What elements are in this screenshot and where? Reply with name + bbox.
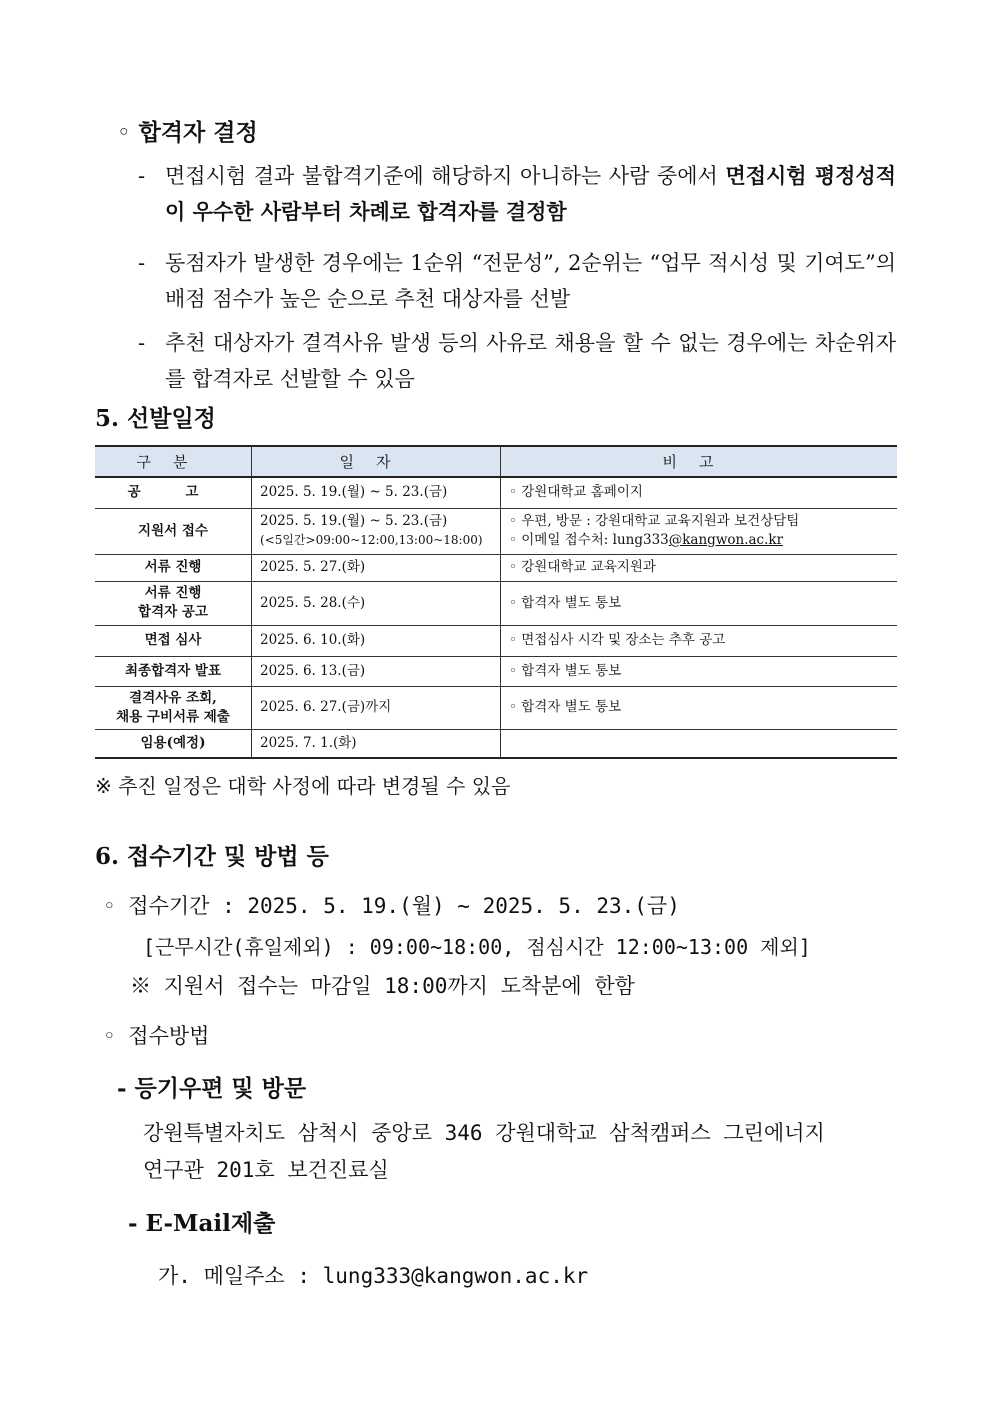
header-note: 비고	[501, 446, 898, 477]
header-date: 일자	[252, 446, 501, 477]
table-row	[95, 554, 897, 581]
row-note: ◦ 우편, 방문 : 강원대학교 교육지원과 보건상담팀	[509, 513, 800, 529]
schedule-table	[95, 445, 897, 759]
result-item-2	[138, 245, 896, 317]
header-category: 구분	[95, 446, 252, 477]
email-heading: - E-Mail제출	[128, 1210, 276, 1237]
table-row	[95, 477, 897, 508]
row-note: ◦ 강원대학교 홈페이지	[501, 477, 898, 508]
mail-heading: - 등기우편 및 방문	[117, 1075, 307, 1102]
row-date: 2025. 7. 1.(화)	[252, 729, 501, 758]
table-row	[95, 729, 897, 758]
result-heading: ◦ 합격자 결정	[117, 119, 258, 146]
table-row	[95, 581, 897, 625]
row-note	[501, 729, 898, 758]
result-item-3-text: 추천 대상자가 결격사유 발생 등의 사유로 채용을 할 수 없는 경우에는 차순위자를 합격자로 선발할 수 있음	[165, 331, 896, 391]
row-date: 2025. 5. 28.(수)	[252, 581, 501, 625]
row-date: 2025. 5. 19.(월) ~ 5. 23.(금)	[252, 477, 501, 508]
reception-title: 6. 접수기간 및 방법 등	[95, 843, 329, 870]
email-link[interactable]: @kangwon.ac.kr	[668, 532, 784, 548]
table-row	[95, 656, 897, 686]
table-row	[95, 508, 897, 554]
address-line-2: 연구관 201호 보건진료실	[143, 1158, 389, 1182]
row-note: ◦ 합격자 별도 통보	[501, 581, 898, 625]
result-item-1	[138, 158, 896, 230]
row-date: 2025. 6. 27.(금)까지	[252, 686, 501, 729]
row-note2-prefix: ◦ 이메일 접수처: lung333	[509, 532, 669, 548]
result-item-1-plain: 면접시험 결과 불합격기준에 해당하지 아니하는 사람 중에서	[165, 164, 726, 188]
row-note: ◦ 강원대학교 교육지원과	[501, 554, 898, 581]
row-category: 면접 심사	[95, 625, 252, 656]
schedule-footnote: ※ 추진 일정은 대학 사정에 따라 변경될 수 있음	[95, 774, 511, 798]
row-category: 결격사유 조회, 채용 구비서류 제출	[95, 686, 252, 729]
reception-hours: [근무시간(휴일제외) : 09:00~18:00, 점심시간 12:00~13:00 제외]	[143, 935, 811, 959]
dash: -	[138, 331, 146, 355]
row-category: 서류 진행 합격자 공고	[95, 581, 252, 625]
row-note: ◦ 합격자 별도 통보	[501, 686, 898, 729]
row-date: 2025. 6. 13.(금)	[252, 656, 501, 686]
row-date-cell	[252, 508, 501, 554]
table-row	[95, 625, 897, 656]
row-category: 임용(예정)	[95, 729, 252, 758]
email-address[interactable]: 가. 메일주소 : lung333@kangwon.ac.kr	[158, 1264, 589, 1288]
reception-deadline-note: ※ 지원서 접수는 마감일 18:00까지 도착분에 한함	[130, 974, 635, 998]
dash: -	[138, 251, 146, 275]
row-note: ◦ 합격자 별도 통보	[501, 656, 898, 686]
row-category: 서류 진행	[95, 554, 252, 581]
result-item-1-bold: 면접시험 평정성적이 우수한 사람부터 차례로 합격자를 결정함	[165, 163, 896, 224]
row-category: 공 고	[95, 477, 252, 508]
row-category: 지원서 접수	[95, 508, 252, 554]
row-note-cell	[501, 508, 898, 554]
row-category: 최종합격자 발표	[95, 656, 252, 686]
schedule-title: 5. 선발일정	[95, 405, 216, 432]
dash: -	[138, 164, 146, 188]
reception-method: ◦ 접수방법	[103, 1024, 210, 1048]
row-date: 2025. 5. 19.(월) ~ 5. 23.(금)	[260, 513, 448, 529]
reception-period: ◦ 접수기간 : 2025. 5. 19.(월) ~ 2025. 5. 23.(금)	[103, 894, 680, 918]
table-row	[95, 686, 897, 729]
row-note: ◦ 면접심사 시각 및 장소는 추후 공고	[501, 625, 898, 656]
address-line-1: 강원특별자치도 삼척시 중앙로 346 강원대학교 삼척캠퍼스 그린에너지	[143, 1121, 825, 1145]
result-item-3	[138, 325, 896, 397]
row-date: 2025. 5. 27.(화)	[252, 554, 501, 581]
result-item-2-text: 동점자가 발생한 경우에는 1순위 “전문성”, 2순위는 “업무 적시성 및 기여도”의 배점 점수가 높은 순으로 추천 대상자를 선발	[165, 251, 896, 311]
row-date-sub: (<5일간>09:00~12:00,13:00~18:00)	[260, 533, 483, 547]
row-date: 2025. 6. 10.(화)	[252, 625, 501, 656]
table-header-row	[95, 446, 897, 477]
